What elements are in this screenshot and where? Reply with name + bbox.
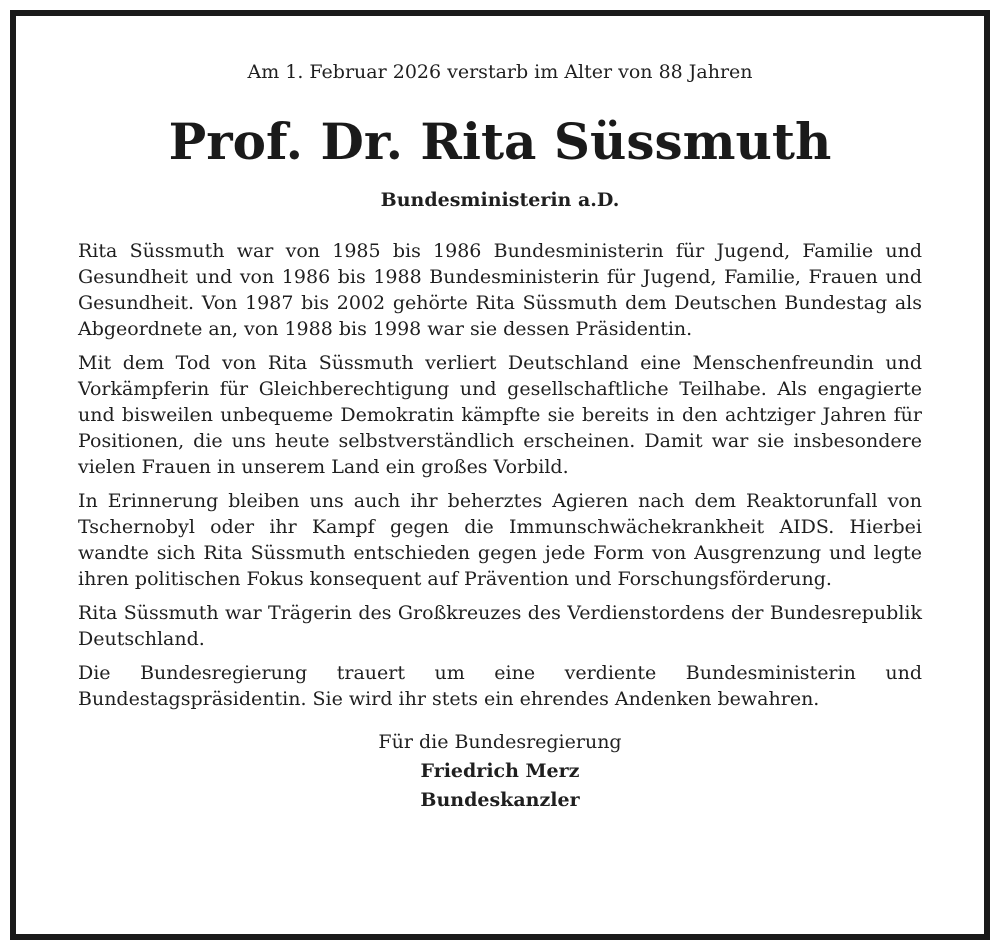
intro-line: Am 1. Februar 2026 verstarb im Alter von 88 Jahren (247, 61, 753, 83)
obituary-body (78, 238, 922, 712)
signature-block (78, 728, 922, 815)
paragraph: Die Bundesregierung trauert um eine verdiente Bundesministerin und Bundestagspräsidentin. Sie wird ihr stets ein ehrendes Andenken bewahren. (78, 662, 922, 710)
obituary-content (78, 58, 922, 815)
paragraph: In Erinnerung bleiben uns auch ihr beherztes Agieren nach dem Reaktorunfall von Tschernobyl oder ihr Kampf gegen die Immunschwächekrankheit AIDS. Hierbei wandte sich Rita Süssmuth entschieden gegen jede Form von Ausgrenzung und legte ihren politischen Fokus konsequent auf Prävention und Forschungsförderung. (78, 490, 922, 590)
paragraph: Rita Süssmuth war von 1985 bis 1986 Bundesministerin für Jugend, Familie und Gesundheit und von 1986 bis 1988 Bundesministerin für Jugend, Familie, Frauen und Gesundheit. Von 1987 bis 2002 gehörte Rita Süssmuth dem Deutschen Bundestag als Abgeordnete an, von 1988 bis 1998 war sie dessen Präsidentin. (78, 240, 922, 340)
deceased-name: Prof. Dr. Rita Süssmuth (168, 112, 832, 171)
signer-name: Friedrich Merz (420, 760, 580, 782)
signature-line: Für die Bundesregierung (378, 731, 622, 753)
paragraph: Rita Süssmuth war Trägerin des Großkreuzes des Verdienstordens der Bundesrepublik Deutschland. (78, 602, 922, 650)
deceased-role: Bundesministerin a.D. (380, 189, 620, 211)
obituary-frame (10, 10, 990, 940)
paragraph: Mit dem Tod von Rita Süssmuth verliert Deutschland eine Menschenfreundin und Vorkämpferin für Gleichberechtigung und gesellschaftliche Teilhabe. Als engagierte und bisweilen unbequeme Demokratin kämpfte sie bereits in den achtziger Jahren für Positionen, die uns heute selbstverständlich erscheinen. Damit war sie insbesondere vielen Frauen in unserem Land ein großes Vorbild. (78, 352, 922, 478)
signer-title: Bundeskanzler (420, 789, 580, 811)
